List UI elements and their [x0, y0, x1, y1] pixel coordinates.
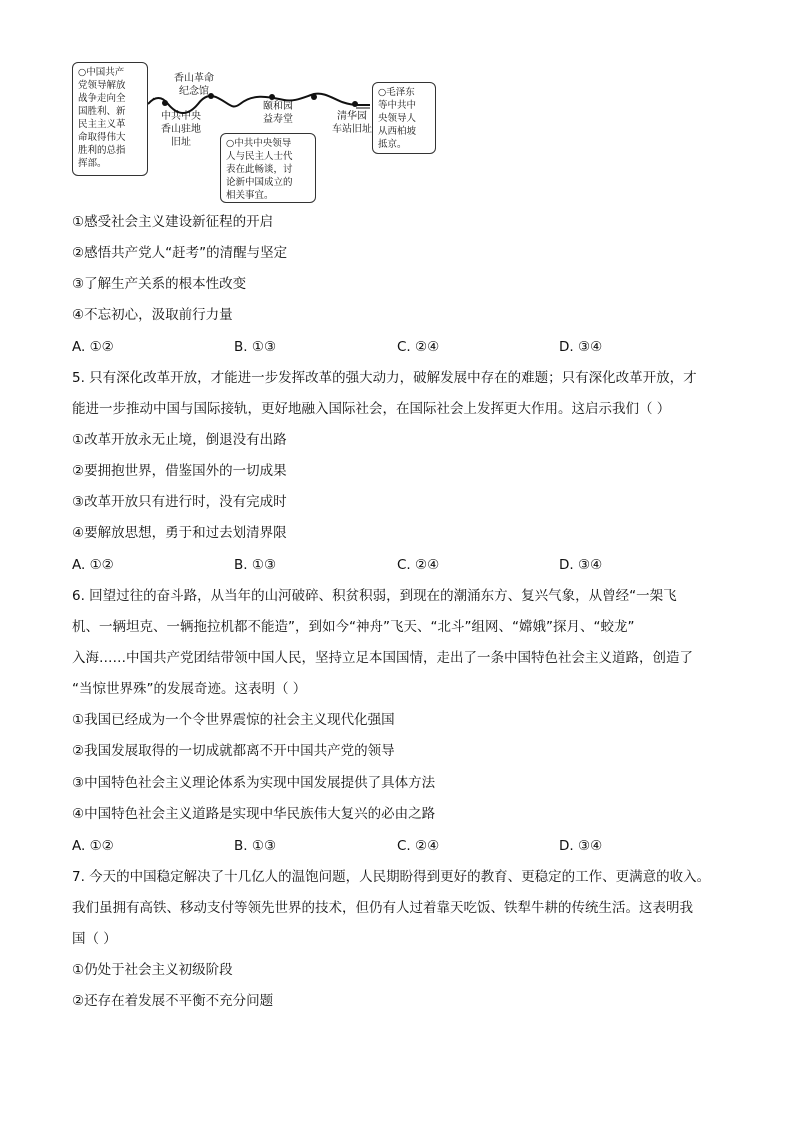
q6-item-3: ③中国特色社会主义理论体系为实现中国发展提供了具体方法 [72, 775, 436, 791]
q4-option-c[interactable]: C. ②④ [397, 339, 440, 355]
route-dot [352, 101, 358, 107]
route-diagram [70, 58, 450, 208]
q4-item-1: ①感受社会主义建设新征程的开启 [72, 214, 274, 230]
q5-item-4: ④要解放思想，勇于和过去划清界限 [72, 525, 287, 541]
q6-item-1: ①我国已经成为一个令世界震惊的社会主义现代化强国 [72, 712, 395, 728]
q4-option-d[interactable]: D. ③④ [559, 339, 603, 355]
q5-options [72, 555, 752, 575]
q6-stem-3: 入海……中国共产党团结带领中国人民，坚持立足本国国情，走出了一条中国特色社会主义道路，创造了 [72, 650, 693, 666]
q6-option-c[interactable]: C. ②④ [397, 838, 440, 854]
q6-stem-1: 6. 回望过往的奋斗路，从当年的山河破碎、积贫积弱，到现在的潮涌东方、复兴气象，从曾经“一架飞 [72, 588, 677, 604]
q5-stem-2: 能进一步推动中国与国际接轨，更好地融入国际社会，在国际社会上发挥更大作用。这启示我们（ ） [72, 401, 671, 417]
q4-item-2: ②感悟共产党人“赶考”的清醒与坚定 [72, 245, 288, 261]
q7-item-2: ②还存在着发展不平衡不充分问题 [72, 993, 274, 1009]
q5-option-a[interactable]: A. ①② [72, 557, 114, 573]
q5-item-3: ③改革开放只有进行时，没有完成时 [72, 494, 287, 510]
q6-option-a[interactable]: A. ①② [72, 838, 114, 854]
q5-stem-1: 5. 只有深化改革开放，才能进一步发挥改革的强大动力，破解发展中存在的难题；只有深化改革开放，才 [72, 370, 697, 386]
q7-stem-1: 7. 今天的中国稳定解决了十几亿人的温饱问题，人民期盼得到更好的教育、更稳定的工作、更满意的收入。 [72, 869, 711, 885]
place-yiheyuan: 颐和园 益寿堂 [263, 101, 293, 125]
q5-option-d[interactable]: D. ③④ [559, 557, 603, 573]
place-memorial: 香山革命 纪念馆 [174, 73, 214, 97]
q5-option-b[interactable]: B. ①③ [234, 557, 277, 573]
note-left: ○中国共产 党领导解放 战争走向全 国胜利、新 民主主义革 命取得伟大 胜利的总指 挥部。 [72, 62, 148, 176]
q6-stem-4: “当惊世界殊”的发展奇迹。这表明（ ） [72, 681, 307, 697]
q4-item-4: ④不忘初心，汲取前行力量 [72, 307, 233, 323]
note-mid: ○中共中央领导 人与民主人士代 表在此畅谈，讨 论新中国成立的 相关事宜。 [220, 133, 316, 203]
q6-options [72, 836, 752, 856]
q6-item-4: ④中国特色社会主义道路是实现中华民族伟大复兴的必由之路 [72, 806, 436, 822]
q5-item-2: ②要拥抱世界，借鉴国外的一切成果 [72, 463, 287, 479]
route-dot [162, 100, 168, 106]
place-qinghua: 清华园 车站旧址 [332, 111, 372, 135]
q5-option-c[interactable]: C. ②④ [397, 557, 440, 573]
place-xiangshan: 中共中央 香山驻地 旧址 [161, 111, 201, 148]
q5-item-1: ①改革开放永无止境，倒退没有出路 [72, 432, 287, 448]
q4-option-a[interactable]: A. ①② [72, 339, 114, 355]
note-right: ○毛泽东 等中共中 央领导人 从西柏坡 抵京。 [372, 82, 436, 154]
q4-item-3: ③了解生产关系的根本性改变 [72, 276, 247, 292]
q7-stem-2: 我们虽拥有高铁、移动支付等领先世界的技术，但仍有人过着靠天吃饭、铁犁牛耕的传统生活。这表明我 [72, 900, 693, 916]
route-dot [311, 94, 317, 100]
q6-item-2: ②我国发展取得的一切成就都离不开中国共产党的领导 [72, 743, 395, 759]
q4-option-b[interactable]: B. ①③ [234, 339, 277, 355]
q7-item-1: ①仍处于社会主义初级阶段 [72, 962, 233, 978]
q6-option-b[interactable]: B. ①③ [234, 838, 277, 854]
q7-stem-3: 国（ ） [72, 931, 117, 947]
q6-stem-2: 机、一辆坦克、一辆拖拉机都不能造”，到如今“神舟”飞天、“北斗”组网、“嫦娥”探月、“蛟龙” [72, 619, 635, 635]
q6-option-d[interactable]: D. ③④ [559, 838, 603, 854]
q4-options [72, 337, 752, 357]
